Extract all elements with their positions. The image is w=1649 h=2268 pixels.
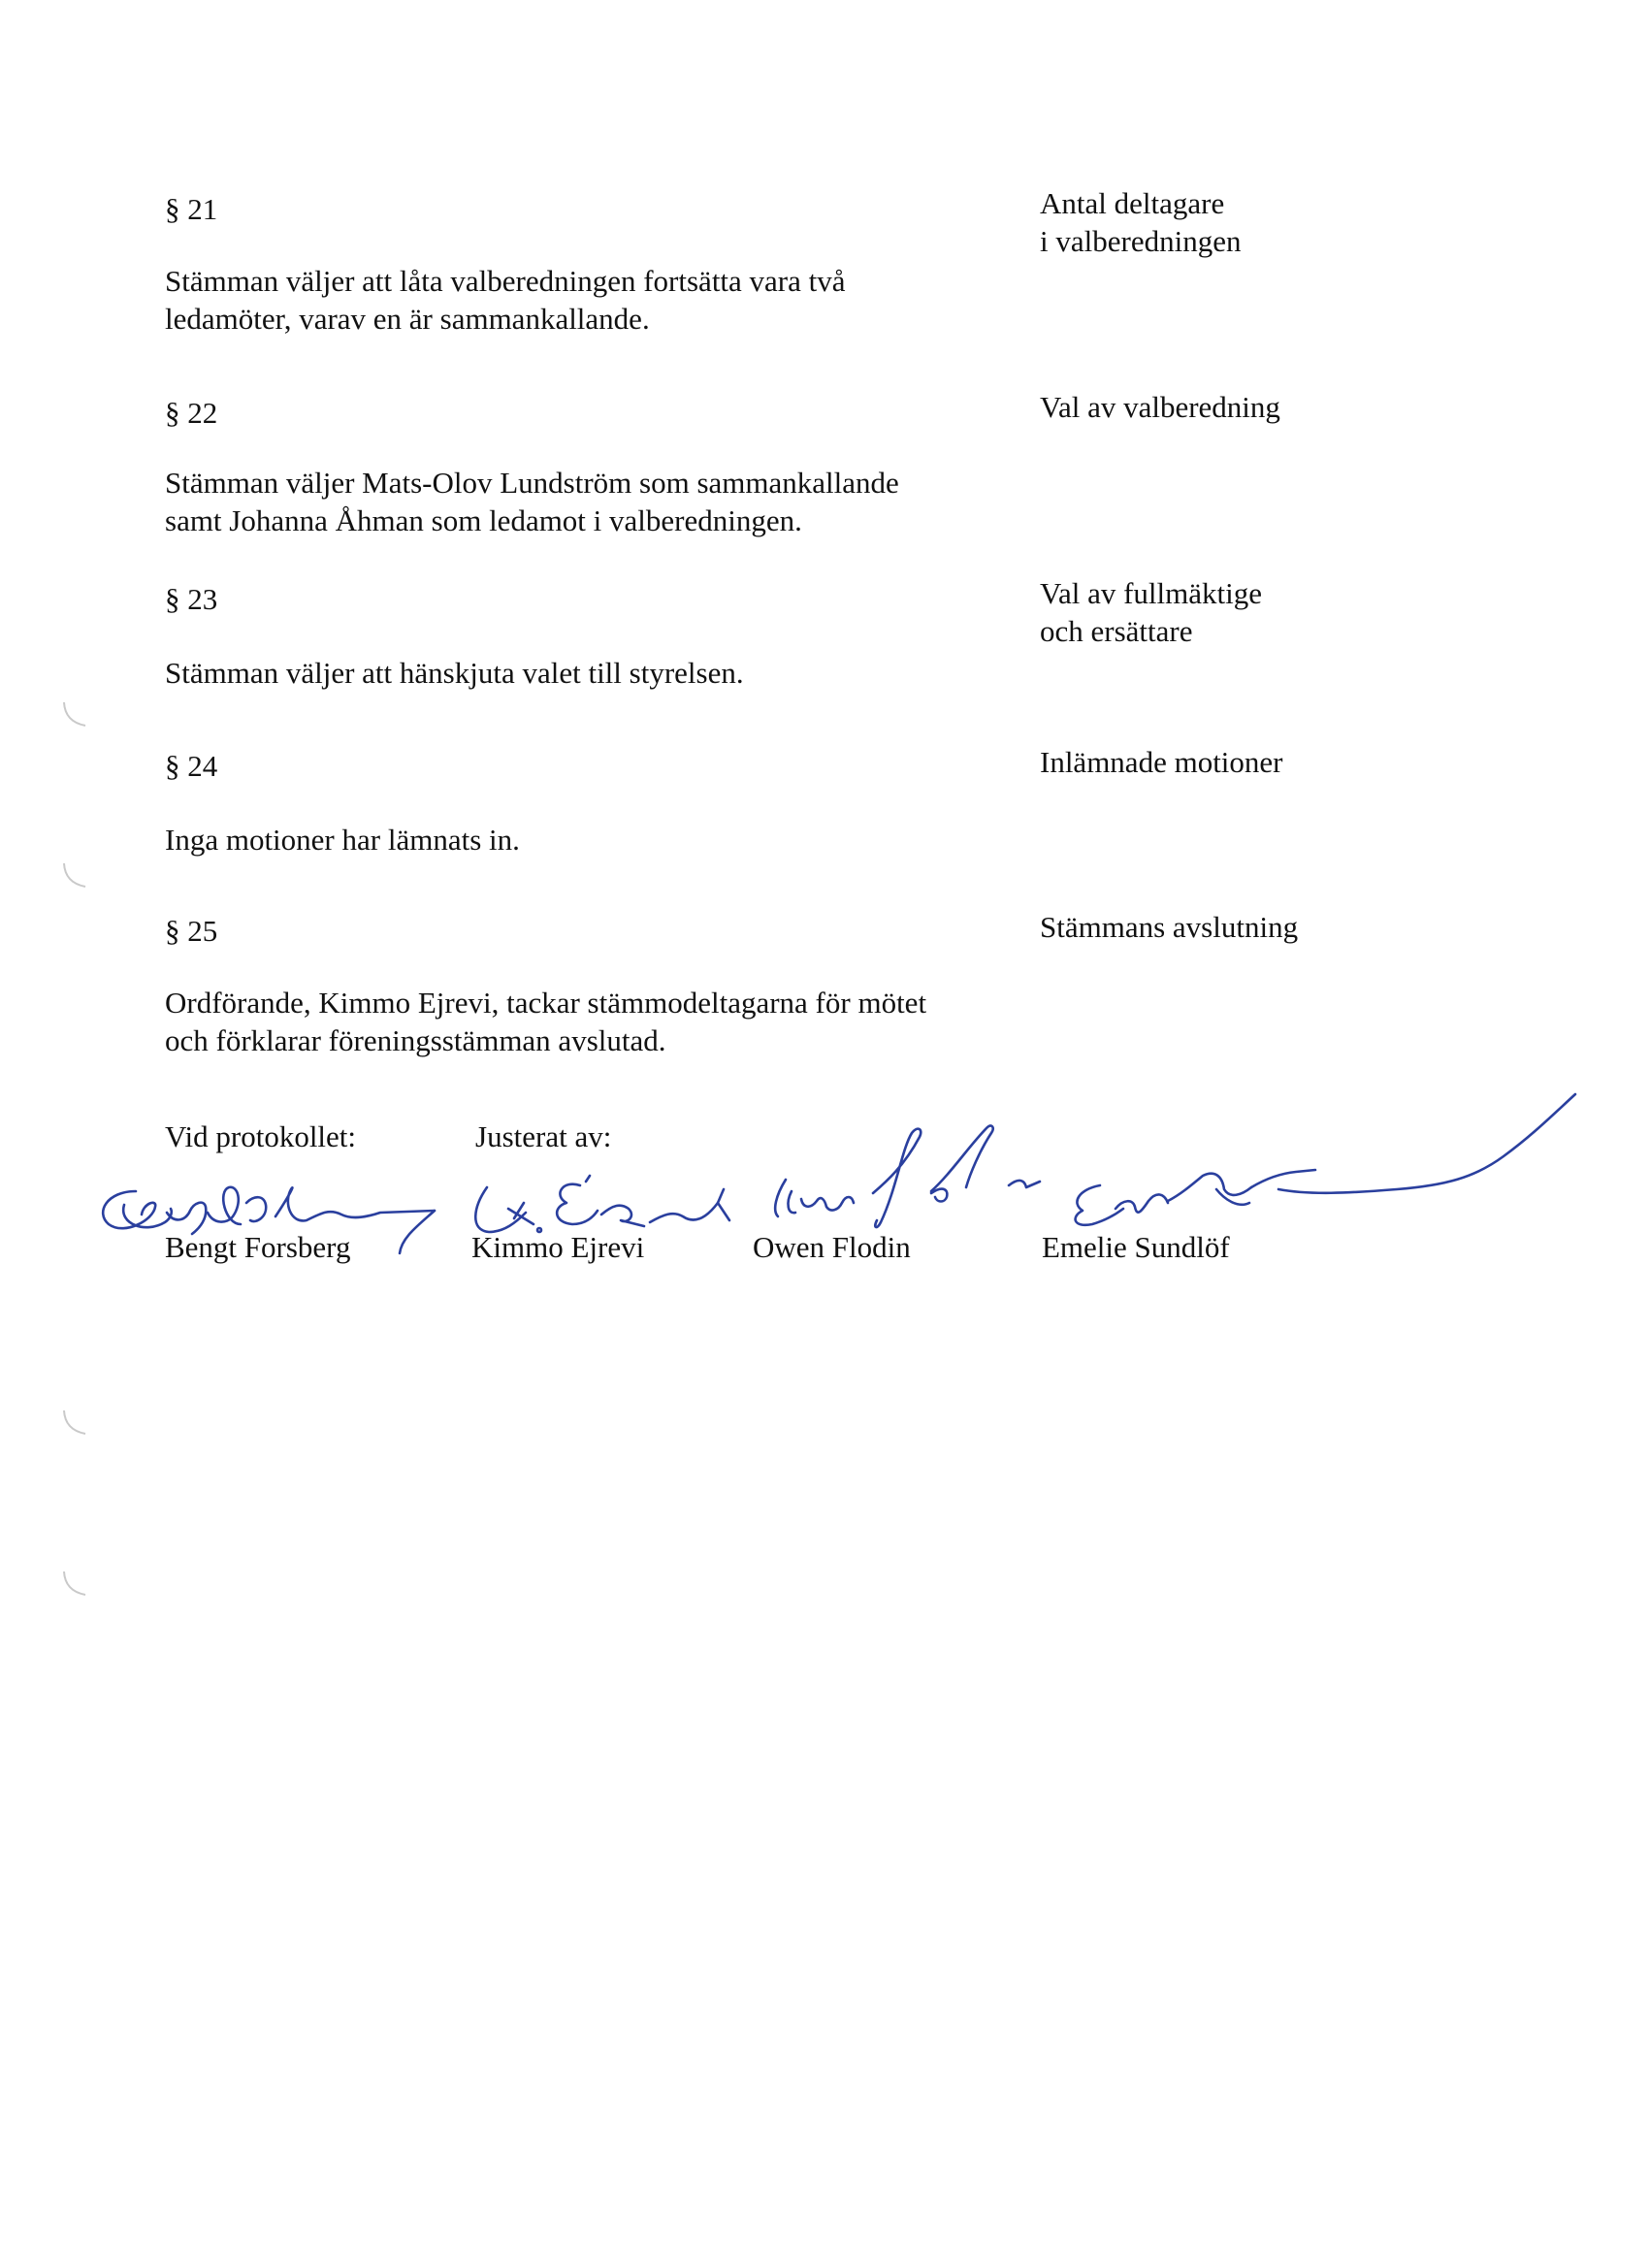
section-number: § 24: [165, 749, 218, 783]
paragraph-line: samt Johanna Åhman som ledamot i valberedningen.: [165, 503, 802, 537]
section-heading: [1040, 908, 1298, 946]
punch-hole-mark: [60, 700, 89, 729]
section-paragraph: [165, 654, 744, 692]
punch-hole-mark: [60, 1409, 89, 1438]
section-number: § 22: [165, 396, 218, 430]
paragraph-line: Stämman väljer att hänskjuta valet till styrelsen.: [165, 656, 744, 690]
section-number: § 21: [165, 192, 218, 226]
signatory-name: Emelie Sundlöf: [1042, 1230, 1230, 1264]
paragraph-line: och förklarar föreningsstämman avslutad.: [165, 1023, 666, 1057]
section-heading-line: Inlämnade motioner: [1040, 745, 1283, 779]
section-number: § 25: [165, 914, 218, 948]
paragraph-line: ledamöter, varav en är sammankallande.: [165, 302, 650, 336]
signature-emelie-sundlof: [1076, 1094, 1575, 1225]
section-heading: [1040, 184, 1241, 260]
section-paragraph: [165, 464, 899, 539]
punch-hole-mark: [60, 1570, 89, 1599]
section-heading-line: och ersättare: [1040, 614, 1193, 648]
punch-hole-mark: [60, 861, 89, 891]
section-paragraph: [165, 821, 520, 859]
paragraph-line: Ordförande, Kimmo Ejrevi, tackar stämmodeltagarna för mötet: [165, 986, 927, 1020]
adjusted-label: Justerat av:: [475, 1119, 612, 1153]
signature-owen-flodin: [775, 1125, 1040, 1227]
section-heading-line: i valberedningen: [1040, 224, 1242, 258]
signatory-name: Owen Flodin: [753, 1230, 911, 1264]
section-heading: [1040, 743, 1283, 781]
section-heading-line: Val av fullmäktige: [1040, 576, 1262, 610]
protocol-label: Vid protokollet:: [165, 1119, 357, 1153]
section-heading: [1040, 388, 1280, 426]
paragraph-line: Stämman väljer att låta valberedningen fortsätta vara två: [165, 264, 846, 298]
section-number: § 23: [165, 582, 218, 616]
signatory-name: Kimmo Ejrevi: [471, 1230, 645, 1264]
section-paragraph: [165, 984, 926, 1059]
signature-kimmo-ejrevi: [475, 1176, 729, 1232]
section-heading-line: Antal deltagare: [1040, 186, 1225, 220]
signatory-name: Bengt Forsberg: [165, 1230, 351, 1264]
section-heading: [1040, 574, 1262, 650]
section-heading-line: Val av valberedning: [1040, 390, 1280, 424]
paragraph-line: Inga motioner har lämnats in.: [165, 823, 520, 857]
section-heading-line: Stämmans avslutning: [1040, 910, 1299, 944]
paragraph-line: Stämman väljer Mats-Olov Lundström som sammankallande: [165, 466, 899, 500]
section-paragraph: [165, 262, 846, 338]
